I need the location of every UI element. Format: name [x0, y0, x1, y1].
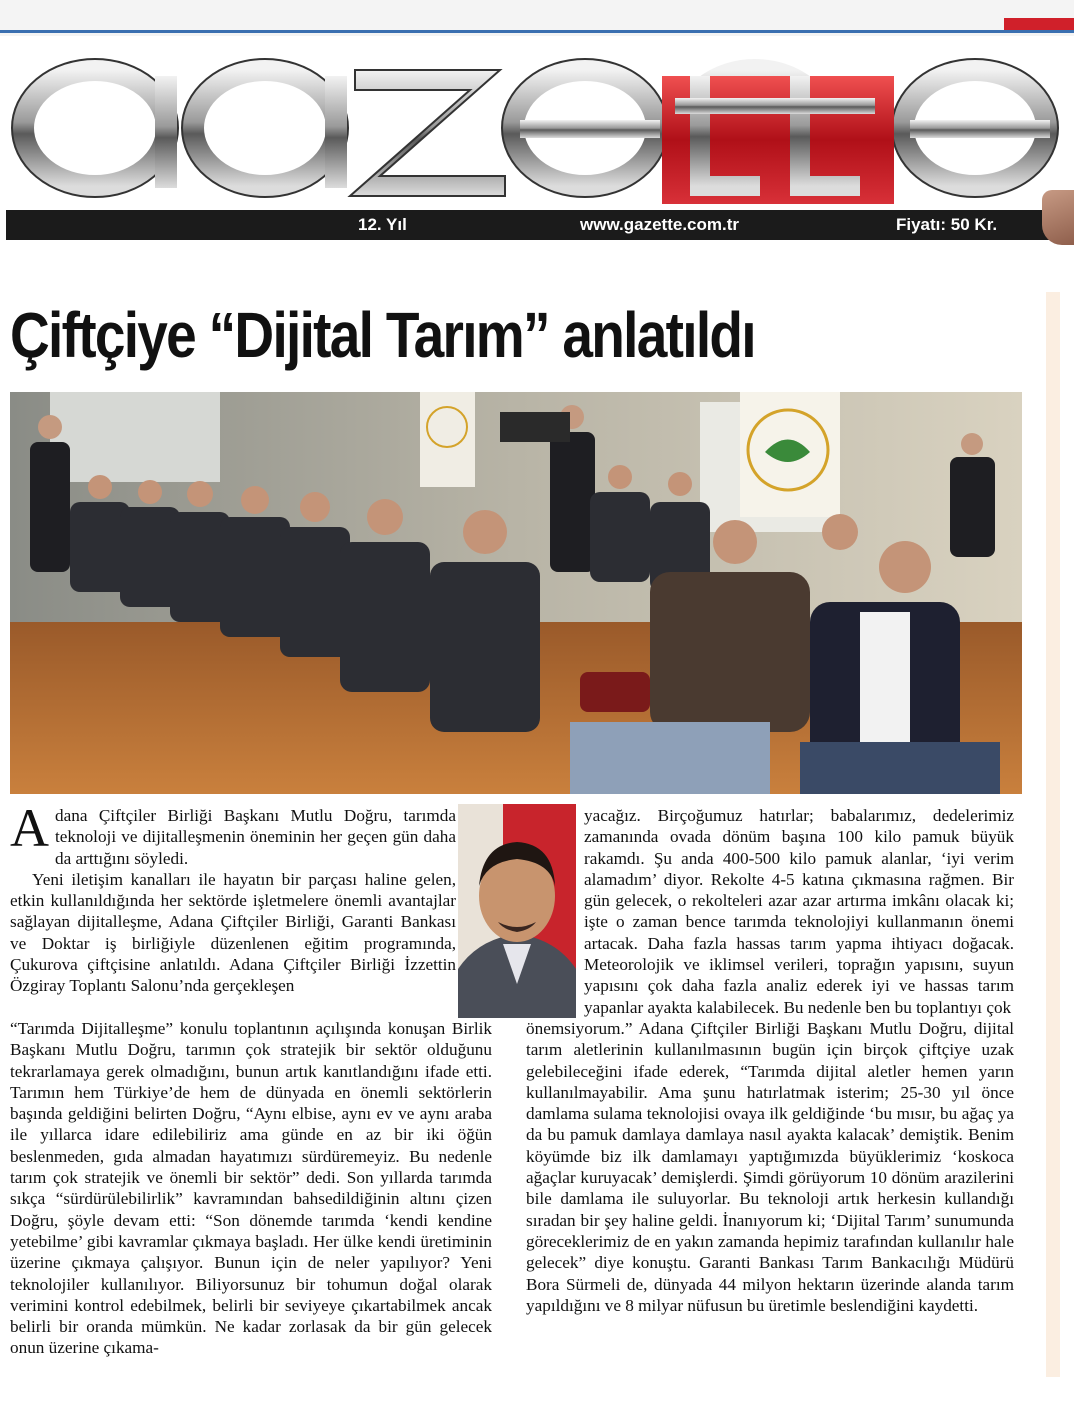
drop-cap: A — [10, 798, 49, 858]
blue-rule — [0, 30, 1074, 33]
article-intro-text: dana Çiftçiler Birliği Başkanı Mutlu Doğru, tarımda teknoloji ve dijitalleşmenin öneminin her geçen gün daha da arttığını söyledi. — [55, 806, 456, 868]
masthead-info-bar — [6, 210, 1060, 240]
top-strip — [0, 0, 1074, 36]
meeting-photo-graphic — [10, 392, 1022, 794]
article-paragraph-2: “Tarımda Dijitalleşme” konulu toplantının açılışında konuşan Birlik Başkanı Mutlu Doğru, tarımın çok stratejik bir sektör olduğunu tekrarlamaya gerek olmadığını, bunun artık kanıtlandığını ifade etti. Tarımın hem Türkiye’de hem de dünyada en önemli sektörlerin başında geldiğini belirten Doğru, “Aynı elbise, aynı ev ve aynı araba ile yıllarca idare edilebiliriz ama günde en az bir iki öğün beslenmeden, gıda almadan hayatımızı sürdüremeyiz. Bu nedenle tarım çok stratejik ve önemli bir sektör” dedi. Son yıllarda tarımda sıkça “sürdürülebilirlik” kavramından bahsedildiğinin altını çizen Doğru, şöyle devam etti: “Son dönemde tarımda ‘kendi kendine yetebilme’ gibi kavramlar çıkmaya başladı. Her ülke kendi üretiminin üzerine çıkmaya çalışıyor. Bunun için de neler yapılıyor? Yeni teknolojiler kullanılıyor. Biliyorsunuz bir tohumun doğal olarak verimini kontrol edebilmek, belirli bir seviyeye çıkartabilmek ancak belirli bir oranda mümkün. Ne kadar zorlasak da bir gün gelecek onun üzerine çıkama- — [10, 1019, 492, 1358]
side-column-rule — [1046, 292, 1060, 1377]
gazette-logo-graphic — [0, 36, 1074, 208]
article-paragraph-3: yacağız. Birçoğumuz hatırlar; babalarımız, dedelerimiz zamanında ovada dönüm başına 100 kilo pamuk büyük rakamdı. Şu anda 400-500 kilo pamuk alanlar, ‘iyi verim alamadım’ diyor. Rekolte 4-5 katına çıkmasına rağmen. Bir gün gelecek, o rekolteleri azar azar artırma imkânı olacak ki; işte o zaman bence tarımda teknolojiyi kullanmanın önemi artacak. Daha fazla hassas tarım yapma ihtiyacı doğacak. Meteorolojik ve iklimsel verileri, toprağın yapısını, suyun yapısını çok daha fazla analiz ederek iyi ve hassas tarım yapanlar ayakta kalabilecek. Bu nedenle ben bu toplantıyı çok — [584, 806, 1014, 1017]
red-corner-mark — [1004, 18, 1074, 30]
article-paragraph-1: Yeni iletişim kanalları ile hayatın bir parçası haline gelen, etkin kullanıldığında her sektörde işletmelere önemli avantajlar sağlayan dijitalleşme, Adana Çiftçiler Birliği, Garanti Bankası ve Doktar iş birliğiyle düzenlenen eğitim programında, Çukurova çiftçisine anlatıldı. Adana Çiftçiler Birliği İzzettin Özgiray Toplantı Salonu’nda gerçekleşen — [10, 869, 456, 996]
masthead-logo — [0, 36, 1074, 208]
website-url[interactable]: www.gazette.com.tr — [580, 215, 740, 234]
edition-year: 12. Yıl — [358, 215, 407, 234]
meeting-photo — [10, 392, 1022, 794]
article-column-2-top — [584, 805, 1014, 1018]
decorative-corner-image — [1042, 190, 1074, 245]
price-label: Fiyatı: 50 Kr. — [896, 215, 998, 234]
article-column-2 — [526, 1018, 1014, 1316]
article-column-1-continued — [10, 1018, 492, 1359]
speaker-portrait — [458, 804, 576, 1018]
article-headline: Çiftçiye “Dijital Tarım” anlatıldı — [10, 299, 755, 371]
article-column-1 — [10, 798, 456, 997]
portrait-graphic — [458, 804, 576, 1018]
article-paragraph-4: önemsiyorum.” Adana Çiftçiler Birliği Başkanı Mutlu Doğru, dijital tarım aletlerinin kullanılmasının bugün için birçok çiftçiye uzak gelebileceğini ifade ederek, “Tarımda dijital aletler hemen yarın kullanılmayabilir. Ama şunu hatırlatmak isterim; 25-30 yıl önce damlama sulama teknolojisi ovaya ilk geldiğinde ‘bu mısır, bu ağaç ya da bu pamuk damlaya damlaya nasıl ayakta kalacak’ demiştik. Benim köyümde biz ilk damlamayı yaptığımızda büyüklerimiz ‘koskoca ağaçlar kuruyacak’ demişlerdi. Şimdi görüyorum 10 dönüm arazilerini bile damlama ile suluyorlar. Bu teknoloji artık herkesin kullandığı sıradan bir şey haline geldi. İnanıyorum ki; ‘Dijital Tarım’ sunumunda göreceklerimiz de en yakın zamanda hepimiz tarafından kullanılır hale gelecek” diye konuştu. Garanti Bankası Tarım Bankacılığı Müdürü Bora Sürmeli de, dünyada 44 milyon hektarın üzerinde alanda tarım yapıldığını ve 8 milyar nüfusun bu üretimle beslendiğini kaydetti. — [526, 1019, 1014, 1315]
article-intro — [10, 798, 456, 869]
